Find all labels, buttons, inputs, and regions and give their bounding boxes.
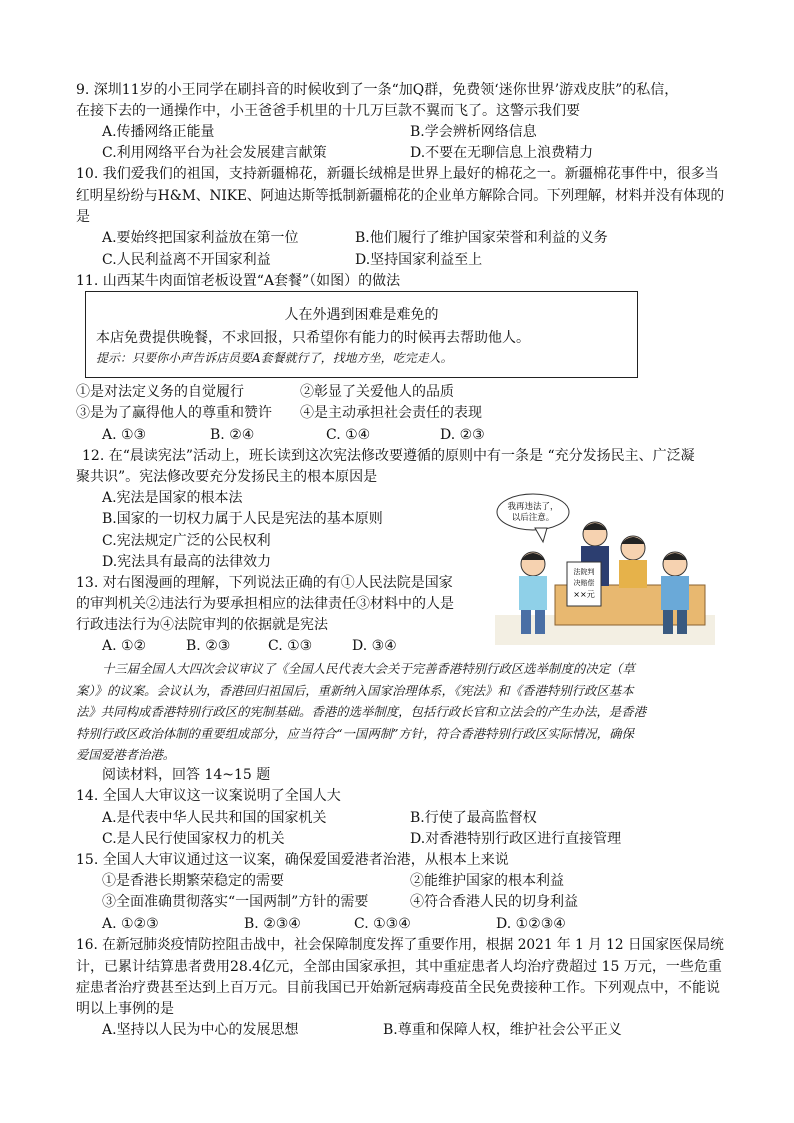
q15-statement-4: ④符合香港人民的切身利益 [410,894,578,910]
sign-text-1: 法院判 [573,568,595,576]
passage-line-4: 特别行政区政治体制的重要组成部分，应当符合“一国两制”方针，符合香港特别行政区实际情况，确保 [76,726,634,741]
q11-option-b: B. ②④ [210,427,255,443]
q9-option-b: B.学会辨析网络信息 [410,124,537,140]
q13-stem-line3: 行政违法行为④法院审判的依据就是宪法 [76,617,328,633]
q9-option-a: A.传播网络正能量 [102,124,215,140]
q16-stem-line1: 16. 在新冠肺炎疫情防控阻击战中，社会保障制度发挥了重要作用，根据 2021 年 1 月 12 日国家医保局统 [76,937,724,953]
q13-stem-line2: 的审判机关②违法行为要承担相应的法律责任③材料中的人是 [76,596,454,612]
q15-option-a: A. ①②③ [102,916,159,932]
passage-line-3: 法》共同构成香港特别行政区的宪制基础。香港的选举制度，包括行政长官和立法会的产生办法，是香港 [76,704,646,719]
q13-option-a: A. ①② [102,638,147,654]
q11-statement-4: ④是主动承担社会责任的表现 [300,405,482,421]
q11-option-a: A. ①③ [102,427,147,443]
q11-option-c: C. ①④ [326,427,371,443]
passage-line-5: 爱国爱港者治港。 [76,747,176,762]
q12-option-d: D.宪法具有最高的法律效力 [102,554,272,570]
q9-stem-line2: 在接下去的一通操作中，小王爸爸手机里的十几万巨款不翼而飞了。这警示我们要 [76,103,580,119]
q10-stem-line3: 是 [76,209,90,225]
q10-option-c: C.人民利益离不开国家利益 [102,252,271,268]
q16-option-a: A.坚持以人民为中心的发展思想 [102,1022,299,1038]
q16-stem-line2: 计，已累计结算患者费用28.4亿元，全部由国家承担，其中重症患者人均治疗费超过 15 万元，一些危重 [76,959,722,975]
q11-statement-3: ③是为了赢得他人的尊重和赞许 [76,405,272,421]
q16-stem-line3: 症患者治疗费甚至达到上百万元。目前我国已开始新冠病毒疫苗全民免费接种工作。下列观点中，不能说 [76,980,720,996]
q14-option-c: C.是人民行使国家权力的机关 [102,831,285,847]
q10-option-b: B.他们履行了维护国家荣誉和利益的义务 [355,230,608,246]
q11-statement-1: ①是对法定义务的自觉履行 [76,384,244,400]
a-set-meal-notice-box [85,291,638,378]
q12-option-b: B.国家的一切权力属于人民是宪法的基本原则 [102,511,383,527]
notice-headline: 人在外遇到困难是难免的 [284,307,439,323]
q13-option-c: C. ①③ [268,638,313,654]
bubble-text-2: 以后注意。 [511,513,555,523]
q15-statement-1: ①是香港长期繁荣稳定的需要 [102,873,284,889]
q15-statement-2: ②能维护国家的根本利益 [410,873,564,889]
notice-tip: 提示：只要你小声告诉店员要A套餐就行了，找地方坐，吃完走人。 [96,351,453,365]
passage-line-1: 十三届全国人大四次会议审议了《全国人民代表大会关于完善香港特别行政区选举制度的决定（草 [102,661,635,676]
q15-option-c: C. ①③④ [354,916,411,932]
q16-stem-line4: 明以上事例的是 [76,1001,174,1017]
q12-stem-line2: 聚共识”。宪法修改要充分发扬民主的根本原因是 [76,469,378,485]
q11-option-d: D. ②③ [440,427,485,443]
q15-option-b: B. ②③④ [244,916,301,932]
sign-text-3: ××元 [573,590,595,599]
sign-text-2: 决赔偿 [573,579,595,587]
q10-option-d: D.坚持国家利益至上 [355,252,483,268]
q13-option-d: D. ③④ [352,638,397,654]
q15-option-d: D. ①②③④ [496,916,566,932]
notice-body: 本店免费提供晚餐，不求回报，只希望你有能力的时候再去帮助他人。 [96,330,530,346]
q16-option-b: B.尊重和保障人权，维护社会公平正义 [383,1022,622,1038]
q14-option-b: B.行使了最高监督权 [410,810,537,826]
q12-option-c: C.宪法规定广泛的公民权利 [102,533,271,549]
q10-option-a: A.要始终把国家利益放在第一位 [102,230,299,246]
q10-stem-line1: 10. 我们爱我们的祖国，支持新疆棉花，新疆长绒棉是世界上最好的棉花之一。新疆棉花事件中，很多当 [76,166,719,182]
q9-stem-line1: 9. 深圳11岁的小王同学在刷抖音的时候收到了一条“加Q群，免费领‘迷你世界’游戏皮肤”的私信， [76,82,679,98]
q14-stem: 14. 全国人大审议这一议案说明了全国人大 [76,788,341,804]
speech-bubble [497,494,569,530]
q13-stem-line1: 13. 对右图漫画的理解，下列说法正确的有①人民法院是国家 [76,575,453,591]
reading-prompt: 阅读材料，回答 14~15 题 [102,767,271,783]
q11-statement-2: ②彰显了关爱他人的品质 [300,384,454,400]
court-cartoon-illustration [495,490,715,645]
q9-option-d: D.不要在无聊信息上浪费精力 [410,145,594,161]
q11-stem: 11. 山西某牛肉面馆老板设置“A套餐”（如图）的做法 [76,273,401,289]
bubble-text-1: 我再违法了， [507,502,559,512]
q12-stem-line1: 12. 在“晨读宪法”活动上，班长读到这次宪法修改要遵循的原则中有一条是 “充分发扬民主、广泛凝 [82,448,695,464]
q14-option-a: A.是代表中华人民共和国的国家机关 [102,810,327,826]
q12-option-a: A.宪法是国家的根本法 [102,490,243,506]
q15-stem: 15. 全国人大审议通过这一议案，确保爱国爱港者治港，从根本上来说 [76,852,509,868]
q15-statement-3: ③全面准确贯彻落实“一国两制”方针的需要 [102,894,369,910]
q14-option-d: D.对香港特别行政区进行直接管理 [410,831,622,847]
q10-stem-line2: 红明星纷纷与H&M、NIKE、阿迪达斯等抵制新疆棉花的企业单方解除合同。下列理解，材料并没有体现的 [76,188,725,204]
passage-line-2: 案）》的议案。会议认为，香港回归祖国后，重新纳入国家治理体系，《宪法》和《香港特别行政区基本 [76,683,634,698]
q9-option-c: C.利用网络平台为社会发展建言献策 [102,145,327,161]
q13-option-b: B. ②③ [186,638,231,654]
